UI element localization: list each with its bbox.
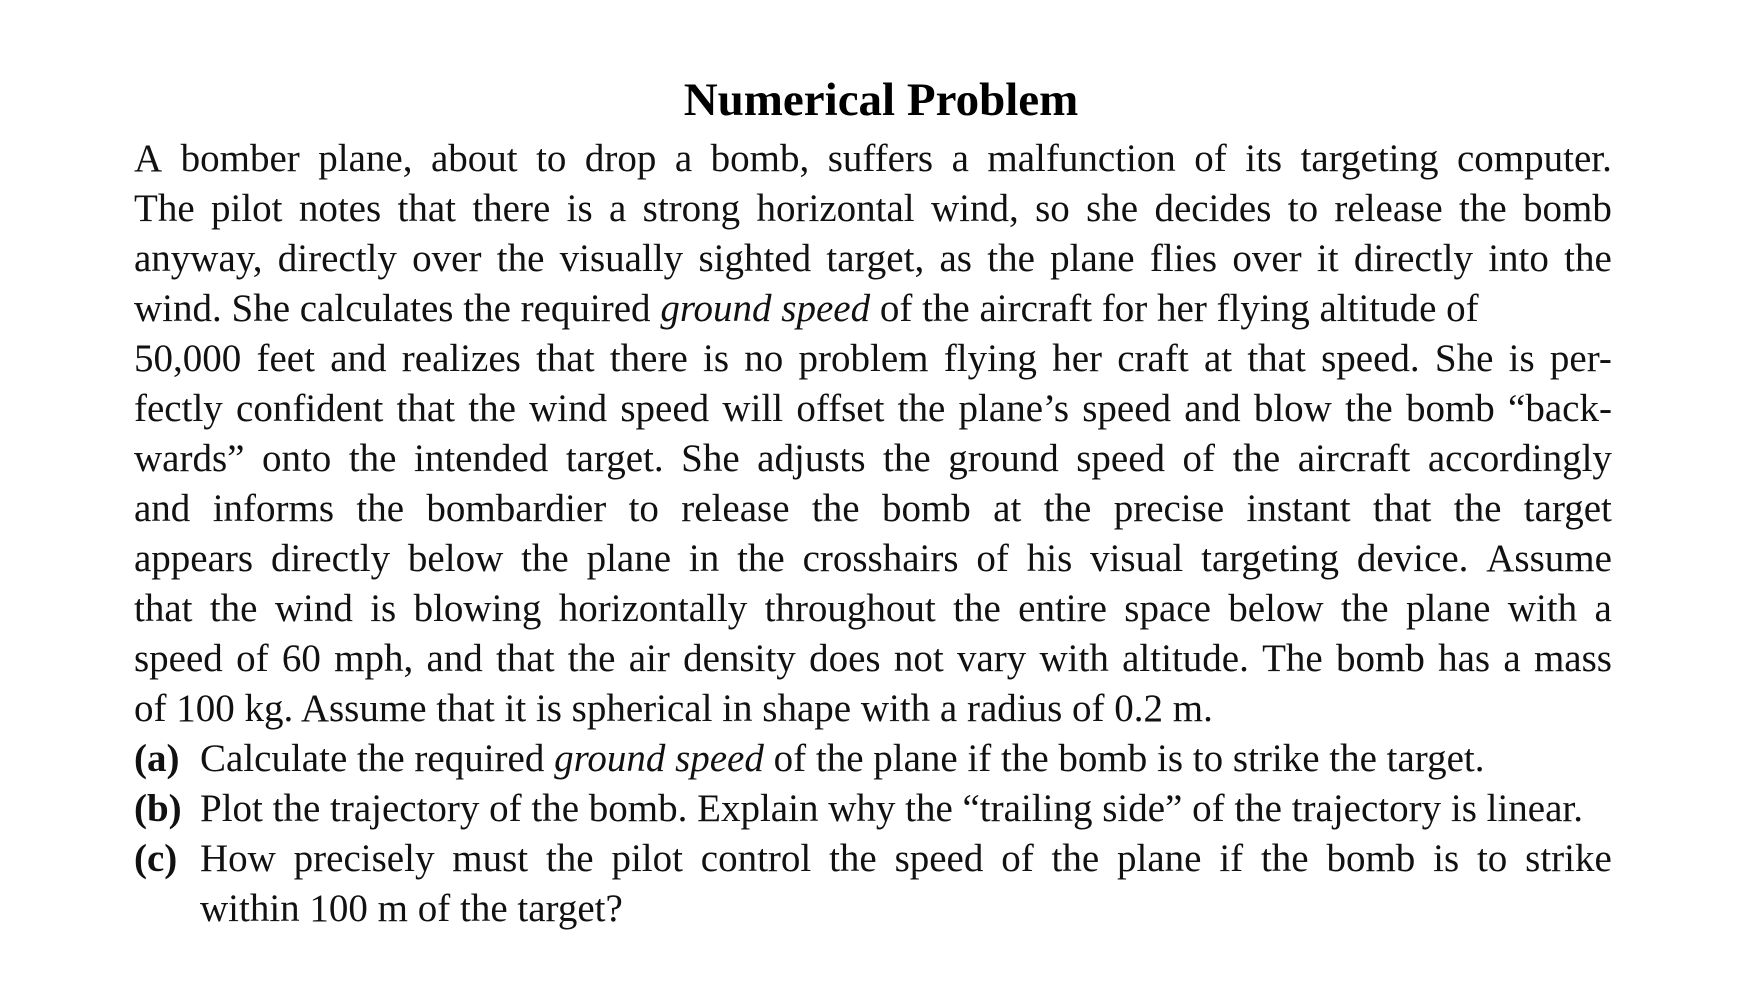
word: there	[472, 187, 551, 230]
word: speed	[1082, 387, 1172, 430]
word: accordingly	[1427, 437, 1612, 480]
word: onto	[261, 437, 332, 480]
word: appears	[134, 537, 254, 580]
word: it	[1316, 237, 1339, 280]
paragraph-line	[134, 584, 1612, 634]
word: does	[809, 637, 881, 680]
word: wind	[529, 387, 608, 430]
word: must	[452, 837, 529, 880]
word: bomber	[180, 137, 300, 180]
word: bomb	[1405, 387, 1495, 430]
word: the	[883, 437, 931, 480]
word: the	[811, 487, 860, 530]
word: is	[566, 187, 593, 230]
word: plane	[1117, 837, 1202, 880]
word: decides	[1154, 187, 1272, 230]
word: wards”	[134, 437, 245, 480]
word: She	[681, 437, 740, 480]
word: speed	[134, 637, 223, 680]
word: blow	[1253, 387, 1332, 430]
word: the	[348, 437, 397, 480]
word: control	[700, 837, 812, 880]
word: bomb	[1523, 187, 1612, 230]
word: aircraft	[1297, 437, 1411, 480]
part-a	[134, 734, 1612, 784]
word: flying	[943, 337, 1037, 380]
word: The	[1262, 637, 1323, 680]
word: is	[703, 337, 730, 380]
word: to	[628, 487, 659, 530]
part-text: Plot the trajectory of the bomb. Explain why the “trailing side” of the trajectory is linear.	[200, 787, 1584, 830]
word: at	[993, 487, 1022, 530]
word: strike	[1525, 837, 1612, 880]
word: the	[545, 837, 594, 880]
word: has	[1438, 637, 1491, 680]
word: bomb	[1326, 837, 1416, 880]
word: feet	[256, 337, 315, 380]
word: is	[1508, 337, 1535, 380]
word: How	[200, 837, 276, 880]
word: adjusts	[757, 437, 866, 480]
paragraph-line: of 100 kg. Assume that it is spherical in shape with a radius of 0.2 m.	[134, 687, 1213, 730]
paragraph-line	[134, 334, 1612, 384]
paragraph-line	[134, 234, 1612, 284]
word: wind,	[930, 187, 1019, 230]
word: Assume	[1486, 537, 1612, 580]
word: fectly	[134, 387, 223, 430]
word: plane	[586, 537, 672, 580]
word: altitude.	[1122, 637, 1249, 680]
word: target	[1523, 487, 1612, 530]
word: a	[1503, 637, 1521, 680]
word: of	[1001, 837, 1034, 880]
word: there	[609, 337, 688, 380]
word: and	[426, 637, 483, 680]
word: flies	[1149, 237, 1218, 280]
ground-speed-emphasis: ground speed	[554, 737, 764, 780]
word: to	[1476, 837, 1508, 880]
word: at	[1203, 337, 1233, 380]
word: intended	[414, 437, 549, 480]
word: with	[1507, 587, 1578, 630]
word: bombardier	[426, 487, 607, 530]
word: per-	[1549, 337, 1612, 380]
paragraph-line-text: of the aircraft for her flying altitude of	[870, 287, 1479, 330]
word: and	[134, 487, 191, 530]
ground-speed-emphasis: ground speed	[660, 287, 871, 330]
part-text	[200, 734, 1612, 784]
part-label: (a)	[134, 737, 180, 780]
word: to	[1287, 187, 1319, 230]
word: instant	[1246, 487, 1351, 530]
word: mph,	[334, 637, 414, 680]
paragraph-line	[134, 634, 1612, 684]
paragraph-line	[134, 184, 1612, 234]
word: so	[1035, 187, 1070, 230]
problem-parts	[134, 734, 1612, 934]
part-text-line: within 100 m of the target?	[200, 887, 623, 930]
problem-paragraph	[134, 134, 1612, 734]
word: notes	[298, 187, 382, 230]
word: directly	[277, 237, 397, 280]
word: the	[1459, 187, 1507, 230]
word: not	[893, 637, 944, 680]
word: target.	[565, 437, 664, 480]
word: 50,000	[134, 337, 242, 380]
word: the	[468, 387, 516, 430]
word: the	[737, 537, 785, 580]
word: visual	[1090, 537, 1184, 580]
word: is	[1433, 837, 1460, 880]
part-c	[134, 834, 1612, 934]
problem-body	[134, 134, 1612, 934]
word: density	[683, 637, 796, 680]
word: of	[236, 637, 269, 680]
word: suffers	[827, 137, 934, 180]
word: that	[496, 637, 555, 680]
word: mass	[1533, 637, 1612, 680]
word: the	[521, 537, 569, 580]
word: precisely	[293, 837, 435, 880]
word: bomb	[881, 487, 971, 530]
word: the	[1340, 587, 1389, 630]
word: air	[628, 637, 670, 680]
word: with	[1039, 637, 1109, 680]
word: realizes	[401, 337, 521, 380]
word: is	[370, 587, 397, 630]
part-text	[200, 834, 1612, 934]
word: its	[1245, 137, 1283, 180]
word: a	[609, 187, 627, 230]
word: about	[430, 137, 518, 180]
word: the	[829, 837, 877, 880]
paragraph-line	[134, 484, 1612, 534]
word: ground	[948, 437, 1059, 480]
word: confident	[236, 387, 384, 430]
word: craft	[1117, 337, 1189, 380]
word: sighted	[698, 237, 812, 280]
word: bomb	[1336, 637, 1425, 680]
word: that	[134, 587, 193, 630]
word: speed	[1076, 437, 1166, 480]
word: horizontal	[756, 187, 915, 230]
word: “back-	[1508, 387, 1612, 430]
word: if	[1219, 837, 1244, 880]
word: plane	[1050, 237, 1135, 280]
word: and	[330, 337, 387, 380]
word: crosshairs	[802, 537, 959, 580]
word: the	[1043, 487, 1092, 530]
word: targeting	[1201, 537, 1340, 580]
word: plane’s	[958, 387, 1070, 430]
word: the	[987, 237, 1035, 280]
word: plane,	[318, 137, 413, 180]
word: malfunction	[987, 137, 1176, 180]
word: precise	[1113, 487, 1225, 530]
word: to	[536, 137, 567, 180]
word: no	[744, 337, 784, 380]
word: computer.	[1456, 137, 1612, 180]
word: she	[1086, 187, 1139, 230]
paragraph-line	[134, 534, 1612, 584]
word: below	[1228, 587, 1324, 630]
word: visually	[559, 237, 684, 280]
word: vary	[956, 637, 1027, 680]
word: wind	[274, 587, 353, 630]
paragraph-line	[134, 134, 1612, 184]
word: speed.	[1321, 337, 1420, 380]
word: release	[681, 487, 790, 530]
word: horizontally	[558, 587, 748, 630]
word: blowing	[413, 587, 542, 630]
word: the	[1564, 237, 1612, 280]
paragraph-line-text: wind. She calculates the required	[134, 287, 661, 330]
word: directly	[270, 537, 391, 580]
paragraph-line	[134, 434, 1612, 484]
word: drop	[584, 137, 657, 180]
word: pilot	[611, 837, 683, 880]
word: anyway,	[134, 237, 263, 280]
word: and	[1184, 387, 1241, 430]
word: that	[536, 337, 595, 380]
word: the	[496, 237, 545, 280]
word: below	[407, 537, 504, 580]
word: the	[1051, 837, 1100, 880]
word: over	[1232, 237, 1302, 280]
word: throughout	[764, 587, 936, 630]
word: device.	[1356, 537, 1469, 580]
word: plane	[1405, 587, 1491, 630]
word: over	[412, 237, 482, 280]
part-label: (c)	[134, 837, 178, 880]
paragraph-line	[134, 384, 1612, 434]
word: a	[674, 137, 693, 180]
word: his	[1026, 537, 1073, 580]
word: informs	[212, 487, 335, 530]
word: will	[722, 387, 784, 430]
word: that	[1372, 487, 1432, 530]
word: of	[1194, 137, 1227, 180]
word: directly	[1353, 237, 1473, 280]
word: speed	[894, 837, 984, 880]
word: She	[1434, 337, 1494, 380]
word: that	[1247, 337, 1306, 380]
word: the	[1260, 837, 1309, 880]
part-b	[134, 784, 1612, 834]
word: pilot	[210, 187, 283, 230]
word: the	[209, 587, 258, 630]
part-label: (b)	[134, 787, 182, 830]
word: as	[939, 237, 972, 280]
word: release	[1334, 187, 1443, 230]
word: of	[976, 537, 1009, 580]
word: a	[951, 137, 969, 180]
word: strong	[642, 187, 741, 230]
word: The	[134, 187, 195, 230]
word: targeting	[1300, 137, 1439, 180]
word: the	[897, 387, 946, 430]
word: her	[1052, 337, 1102, 380]
word: the	[1453, 487, 1502, 530]
word: bomb,	[710, 137, 810, 180]
word: a	[1594, 587, 1612, 630]
paragraph-line	[134, 284, 1612, 334]
part-text-segment: of the plane if the bomb is to strike the target.	[763, 737, 1485, 780]
part-text-segment: Calculate the required	[200, 737, 555, 780]
word: speed	[620, 387, 710, 430]
word: problem	[798, 337, 929, 380]
word: 60	[281, 637, 321, 680]
word: entire	[1018, 587, 1107, 630]
word: the	[1232, 437, 1281, 480]
word: A	[134, 137, 163, 180]
word: space	[1124, 587, 1211, 630]
word: into	[1488, 237, 1549, 280]
word: offset	[796, 387, 885, 430]
part-text-line	[200, 834, 1612, 884]
word: that	[396, 387, 456, 430]
word: target,	[826, 237, 925, 280]
word: the	[1345, 387, 1393, 430]
word: the	[356, 487, 405, 530]
word: in	[688, 537, 720, 580]
word: the	[567, 637, 616, 680]
page-title: Numerical Problem	[683, 74, 1079, 126]
word: that	[397, 187, 456, 230]
word: of	[1182, 437, 1216, 480]
word: the	[953, 587, 1001, 630]
